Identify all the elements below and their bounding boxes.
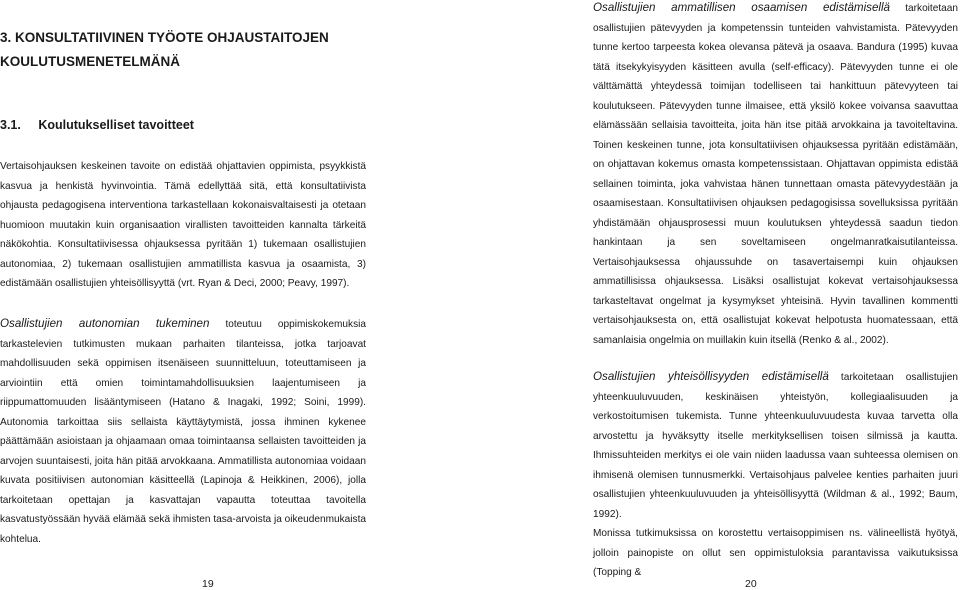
right-paragraph-1 [593, 0, 958, 350]
right-paragraph-2 [593, 367, 958, 524]
section-title: Koulutukselliset tavoitteet [38, 118, 194, 132]
right-paragraph-1-body: tarkoitetaan osallistujien pätevyyden ja kompetenssin tunteiden vahvistamista. Pätevyyden tunne kertoo tarpeesta kokea olevansa pätevä ja osaava. Bandura (1995) kuvaa tätä itsekykyisyyden käsitteen avulla (self-efficacy). Pätevyyden tunne ei ole välttämättä yhteydessä toimijan todelliseen tai hankittuun pätevyyteen tai koulutukseen. Pätevyyden tunne ilmaisee, että yksilö kokee voivansa saavuttaa elämässään sellaisia tavoitteita, joita hän itse pitää arvokkaina ja tavoiteltavina. Toinen keskeinen tunne, jota konsultatiivisen ohjauksessa pyritään edistämään, on ohjattavan kokemus omasta kompetenssistaan. Ohjattavan oppimista edistää sellainen toiminta, joka vahvistaa hänen tunnettaan omasta pätevyydestään ja osaamisestaan. Konsultatiivisen ohjauksen pedagogisissa sovelluksissa pyritään yhdistämään ohjausprosessi muun koulutuksen yhteydessä saadun tiedon hankintaan ja sen soveltamiseen ongelmanratkaisutilanteissa. Vertaisohjauksessa ohjaussuhde on tasavertaisempi kuin ohjauksen ammatillisissa ohjauksessa. Lisäksi osallistujat kokevat vertaisohjauksessa tarkasteltavat ongelmat ja kysymykset yhteisinä. Hyvin tavallinen kommentti vertaisohjauksesta on, että osallistujat kokevat helpotusta huomatessaan, että samanlaisia ongelmia on muillakin kuin itsellä (Renko & al., 2002). [593, 3, 958, 346]
chapter-heading: 3. KONSULTATIIVINEN TYÖOTE OHJAUSTAITOJEN KOULUTUSMENETELMÄNÄ [0, 30, 329, 69]
section-number: 3.1. [0, 118, 21, 132]
right-paragraph-3: Monissa tutkimuksissa on korostettu vertaisoppimisen ns. välineellistä hyötyä, jolloin painopiste on ollut sen oppimistuloksia parantavissa vaikutuksissa (Topping & [593, 528, 958, 578]
left-paragraph-1: Vertaisohjauksen keskeinen tavoite on edistää ohjattavien oppimista, psyykkistä kasvua ja henkistä hyvinvointia. Tämä edellyttää sitä, että konsultatiivista ohjausta pedagogisena interventiona tarkastellaan kokonaisvaltaisesti ja otetaan huomioon muutakin kuin organisaation virallisten tavoitteiden kannalta tärkeitä näkökohtia. Konsultatiivisessa ohjauksessa pyritään 1) tukemaan osallistujien autonomiaa, 2) tukemaan osallistujien ammatillista kasvua ja osaamista, 3) edistämään osallistujien yhteisöllisyyttä (vrt. Ryan & Deci, 2000; Peavy, 1997). [0, 161, 366, 289]
right-page [480, 0, 960, 590]
page-number: 20 [745, 578, 757, 590]
right-paragraph-2-body: tarkoitetaan osallistujien yhteenkuuluvuuden, keskinäisen yhteistyön, kollegiaalisuuden ja verkostoitumisen tukemista. Tunne yhteenkuuluvuudesta kuvaa tarvetta olla arvostettu ja hyväksytty itselle merkityksellisen toisen silmissä ja kautta. Ihmissuhteiden merkitys ei ole vain niiden laadussa vaan suhteessa olemisen on ihmisenä olemisen tunnusmerkki. Vertaisohjaus palvelee kenties parhaiten juuri osallistujien yhteenkuuluvuuden ja yhteisöllisyyttä (Wildman & al., 1992; Baum, 1992). [593, 372, 958, 520]
right-paragraph-1-lead: Osallistujien ammatillisen osaamisen edistämisellä [593, 1, 890, 14]
page-number: 19 [202, 578, 214, 590]
left-paragraph-2 [0, 314, 366, 549]
right-paragraph-2-lead: Osallistujien yhteisöllisyyden edistämisellä [593, 370, 829, 383]
left-paragraph-2-lead: Osallistujien autonomian tukeminen [0, 317, 210, 330]
left-paragraph-2-body: toteutuu oppimiskokemuksia tarkastelevien tutkimusten mukaan parhaiten tilanteissa, jotka tarjoavat mahdollisuuden sekä oppimisen itsenäiseen suunnitteluun, toteuttamiseen ja arviointiin että omien toimintamahdollisuuksien laajentumiseen ja riippumattomuuden lisääntymiseen (Hatano & Inagaki, 1992; Soini, 1999). Autonomia tarkoittaa siis sellaista käyttäytymistä, jossa ihminen kykenee päättämään asioistaan ja ohjaamaan omaa toimintaansa sellaisten tavoitteiden ja arvojen suuntaisesti, joita hän pitää arvokkaana. Ammatillista autonomiaa voidaan kuvata positiivisen autonomian käsitteellä (Lapinoja & Heikkinen, 2006), jolla tarkoitetaan opettajan ja kasvattajan vapautta toteuttaa tavoitella kasvatustyössään hyvää elämää sekä ihmisten tasa-arvoista ja oikeudenmukaista kohtelua. [0, 319, 366, 545]
section-heading [0, 118, 194, 132]
